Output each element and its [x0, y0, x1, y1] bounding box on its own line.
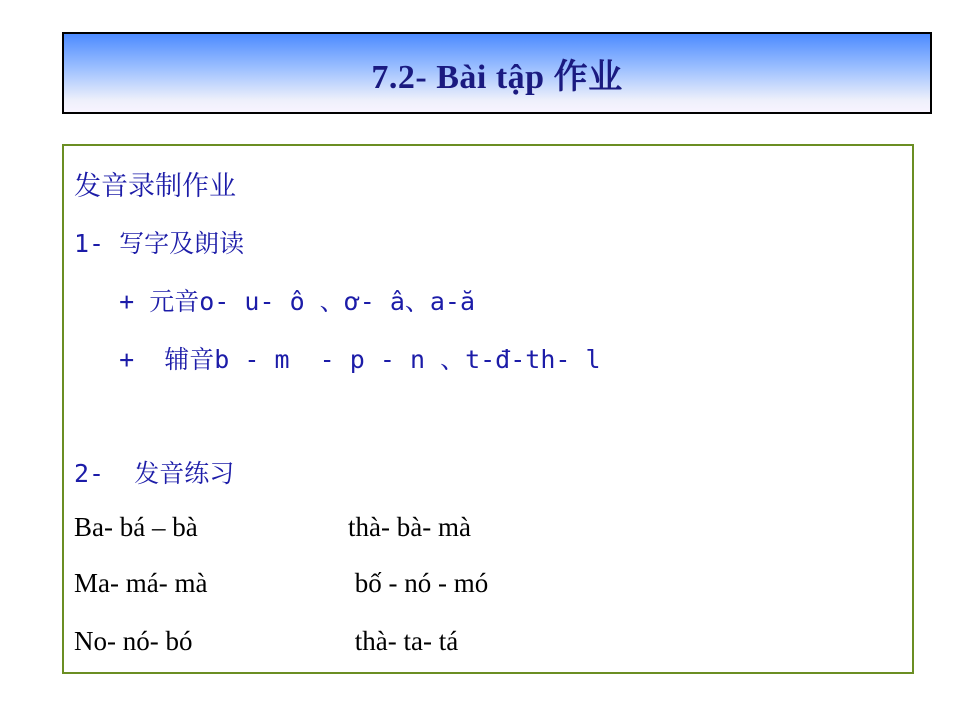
content-panel [62, 144, 914, 674]
practice-left: Ma- má- mà [74, 568, 208, 598]
practice-left: No- nó- bó [74, 626, 193, 656]
practice-right: thà- ta- tá [348, 626, 459, 656]
practice-right: thà- bà- mà [348, 512, 471, 542]
practice-left: Ba- bá – bà [74, 512, 198, 542]
slide-title: 7.2- Bài tập 作业 [371, 58, 623, 96]
practice-right: bố - nó - mó [348, 568, 489, 598]
assignment-heading: 发音录制作业 [74, 171, 236, 202]
item-2-practice: 2- 发音练习 [74, 459, 235, 488]
title-banner [62, 32, 932, 114]
consonants-line: + 辅音b - m - p - n 、t-đ-th- l [74, 345, 601, 374]
vowels-line: + 元音o- u- ô 、ơ- â、a-ă [74, 287, 476, 316]
item-1-writing: 1- 写字及朗读 [74, 229, 245, 258]
